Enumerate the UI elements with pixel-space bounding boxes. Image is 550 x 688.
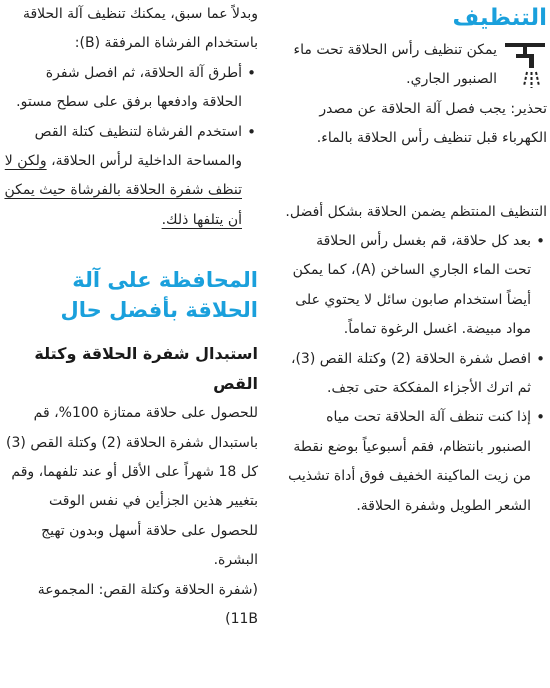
replacement-subheading: استبدال شفرة الحلاقة وكتلة القص (34, 344, 258, 394)
section-spacer (285, 154, 547, 198)
rinse-text: يمكن تنظيف رأس الحلاقة تحت ماء الصنبور الجاري. (293, 42, 497, 88)
maintenance-heading: المحافظة على آلة الحلاقة بأفضل حال (60, 268, 258, 323)
cleaning-column (285, 0, 547, 521)
maintenance-column (4, 0, 258, 635)
electricity-warning: تحذير: يجب فصل آلة الحلاقة عن مصدر الكهرباء قبل تنظيف رأس الحلاقة بالماء. (316, 100, 547, 147)
water-tap-icon (503, 40, 547, 92)
brush-intro: وبدلاً عما سبق، يمكنك تنظيف آلة الحلاقة باستخدام الفرشاة المرفقة (B): (22, 6, 258, 52)
cleaning-intro: التنظيف المنتظم يضمن الحلاقة بشكل أفضل. (285, 203, 547, 220)
brush-step-text: استخدم الفرشاة لتنظيف كتلة القص والمساحة الداخلية لرأس الحلاقة، (34, 123, 242, 170)
brush-warning-underlined: ولكن لا تنظف شفرة الحلاقة بالفرشاة حيث يمكن أن يتلفها ذلك. (4, 153, 242, 228)
brush-steps (4, 59, 258, 235)
list-item (4, 118, 258, 236)
list-item: • بعد كل حلاقة، قم بغسل رأس الحلاقة تحت الماء الجاري الساخن (A)، كما يمكن أيضاً استخدام صابون سائل لا يحتوي على مواد مبيضة. اغسل الرغوة تماماً. (285, 227, 547, 345)
parts-reference: (شفرة الحلاقة وكتلة القص: المجموعة 11B) (37, 581, 258, 628)
list-item: • إذا كنت تنظف آلة الحلاقة تحت مياه الصنبور بانتظام، فقم أسبوعياً بوضع نقطة من زيت الماكينة الخفيف فوق أداة تشذيب الشعر الطويل وشفرة الحلاقة. (285, 403, 547, 521)
list-item: • افصل شفرة الحلاقة (2) وكتلة القص (3)، ثم اترك الأجزاء المفككة حتى تجف. (285, 345, 547, 404)
list-item: • أطرق آلة الحلاقة، ثم افصل شفرة الحلاقة وادفعها برفق على سطح مستو. (4, 59, 258, 118)
cleaning-heading: التنظيف (452, 5, 547, 31)
replacement-paragraph: للحصول على حلاقة ممتازة 100%، قم باستبدال شفرة الحلاقة (2) وكتلة القص (3) كل 18 شهراً على الأقل أو عند تلفهما، وقم بتغيير هذين الجزأين في نفس الوقت للحصول على حلاقة أسهل وبدون تهيج البشرة. (6, 405, 258, 569)
rinse-instruction (285, 36, 547, 95)
cleaning-steps (285, 227, 547, 521)
